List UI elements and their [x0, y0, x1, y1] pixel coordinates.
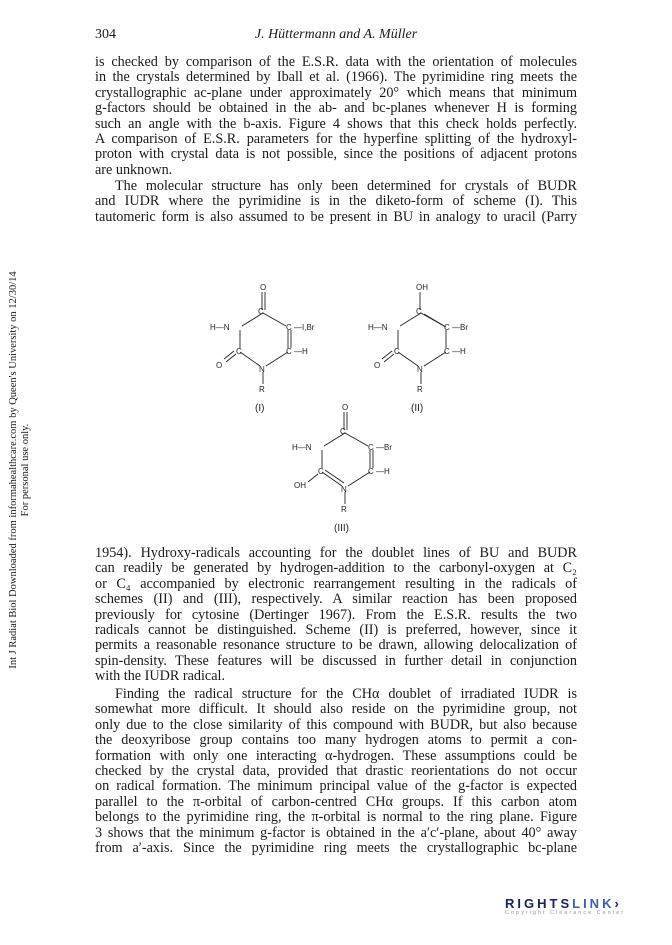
c6-substituent: —H: [376, 467, 390, 476]
page-number: 304: [95, 27, 116, 42]
text-line: schemes (II) and (III), respectively. A similar reaction has been proposed: [95, 591, 577, 608]
text-line: can readily be generated by hydrogen-addition to the carbonyl-oxygen at C₂: [95, 560, 577, 577]
c6-atom: C: [368, 467, 374, 476]
c6-atom: C: [286, 347, 292, 356]
c4-atom: C: [340, 427, 346, 436]
n3-atom: H—N: [292, 443, 312, 452]
text-line: belongs to the pyrimidine ring, the π-orbital is normal to the ring plane. Figure: [95, 809, 577, 826]
text-line: parallel to the π-orbital of carbon-centred CHα groups. If this carbon atom: [95, 793, 577, 810]
text-line: somewhat more difficult. It should also reside on the pyrimidine group, not: [95, 701, 577, 718]
c5-substituent: —Br: [376, 443, 392, 452]
hydroxyl-top: OH: [416, 283, 428, 292]
logo-subtitle: Copyright Clearance Center: [505, 910, 626, 916]
text-line: or C₄ accompanied by electronic rearrangement resulting in the radicals of: [95, 575, 577, 592]
text-line: crystallographic ac-plane under approximately 20° which means that minimum: [95, 84, 577, 101]
c5-substituent: —Br: [452, 323, 468, 332]
hydroxyl-left: OH: [294, 481, 306, 490]
paragraph-4: [95, 687, 577, 856]
scheme-label: (I): [255, 403, 265, 414]
c5-substituent: —I,Br: [294, 323, 315, 332]
c6-substituent: —H: [452, 347, 466, 356]
text-line: The molecular structure has only been determined for crystals of BUDR: [115, 178, 577, 194]
text-line: radicals cannot be distinguished. Scheme (II) is preferred, however, since it: [95, 621, 577, 638]
c6-atom: C: [444, 347, 450, 356]
text-line: and IUDR where the pyrimidine is in the diketo-form of scheme (I). This: [95, 193, 577, 210]
paragraph-3: [95, 546, 577, 685]
text-line: 3 shows that the minimum g-factor is obtained in the a′c′-plane, about 40° away: [95, 824, 577, 841]
oxygen-top: O: [342, 403, 349, 412]
oxygen-left: O: [216, 361, 223, 370]
text-line: tautomeric form is also assumed to be present in BU in analogy to uracil (Parry: [95, 208, 577, 225]
running-title: J. Hüttermann and A. Müller: [254, 27, 418, 42]
c4-atom: C: [416, 307, 422, 316]
scheme-label: (II): [411, 403, 424, 414]
text-line: checked by the crystal data, provided that drastic reorientations do not occur: [95, 762, 577, 779]
logo-link: LINK: [572, 896, 615, 911]
text-line: A comparison of E.S.R. parameters for the hyperfine splitting of the hydroxyl-: [95, 130, 577, 147]
chemical-scheme-iii: [282, 398, 432, 543]
c5-atom: C: [368, 443, 374, 452]
text-line: are unknown.: [95, 161, 173, 178]
n1-atom: N: [417, 365, 423, 374]
n1-atom: N: [259, 365, 265, 374]
c5-atom: C: [286, 323, 292, 332]
r-group: R: [259, 385, 265, 394]
text-line: 1954). Hydroxy-radicals accounting for the doublet lines of BU and BUDR: [95, 545, 577, 561]
logo-rights: RIGHTS: [505, 896, 573, 911]
text-line: Finding the radical structure for the CHα doublet of irradiated IUDR is: [115, 686, 577, 702]
text-line: with the IUDR radical.: [95, 668, 226, 685]
oxygen-top: O: [260, 283, 267, 292]
watermark-line-1: Int J Radiat Biol Downloaded from informahealthcare.com by Queen's University on 12/30/14: [8, 271, 19, 669]
text-line: such an angle with the b-axis. Figure 4 shows that this check holds perfectly.: [95, 115, 577, 132]
text-line: proton with crystal data is not possible, since the positions of adjacent protons: [95, 146, 577, 163]
text-line: on radical formation. The minimum principal value of the g-factor is expected: [95, 778, 577, 795]
watermark-line-2: For personal use only.: [20, 423, 31, 517]
text-line: the deoxyribose group contains too many hydrogen atoms to permit a con-: [95, 732, 577, 749]
running-header: [95, 27, 577, 47]
text-line: in the crystals determined by Iball et al. (1966). The pyrimidine ring meets the: [95, 69, 577, 86]
text-line: is checked by comparison of the E.S.R. data with the orientation of molecules: [95, 54, 577, 70]
r-group: R: [417, 385, 423, 394]
text-line: from a′-axis. Since the pyrimidine ring meets the crystallographic bc-plane: [95, 839, 577, 856]
paragraph-2: [95, 179, 577, 225]
text-line: permits a reasonable resonance structure to be drawn, allowing delocalization of: [95, 637, 577, 654]
c2-atom: C: [318, 467, 324, 476]
text-line: formation with only one interacting α-hydrogen. These assumptions could be: [95, 747, 577, 764]
c2-atom: C: [236, 347, 242, 356]
scheme-label: (III): [334, 523, 349, 534]
rightslink-logo[interactable]: [505, 896, 625, 916]
n3-atom: H—N: [368, 323, 388, 332]
c6-substituent: —H: [294, 347, 308, 356]
r-group: R: [341, 505, 347, 514]
logo-arrow-icon: ›: [614, 896, 622, 911]
oxygen-left: O: [374, 361, 381, 370]
c4-atom: C: [258, 307, 264, 316]
c5-atom: C: [444, 323, 450, 332]
text-line: g-factors should be obtained in the ab- and bc-planes whenever H is forming: [95, 100, 577, 117]
download-watermark: [0, 0, 40, 945]
n1-atom: N: [341, 485, 347, 494]
paragraph-1: [95, 55, 577, 178]
text-line: spin-density. These features will be discussed in further detail in conjunction: [95, 652, 577, 669]
text-line: only due to the close similarity of this compound with BUDR, but also because: [95, 716, 577, 733]
c2-atom: C: [394, 347, 400, 356]
n3-atom: H—N: [210, 323, 230, 332]
text-line: previously for cytosine (Dertinger 1967). From the E.S.R. results the two: [95, 606, 577, 623]
